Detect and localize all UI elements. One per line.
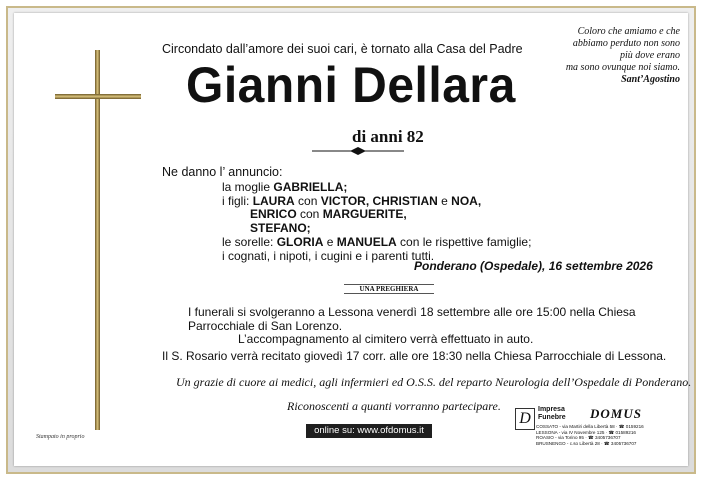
rosary-line: Il S. Rosario verrà recitato giovedì 17 corr. alle ore 18:30 nella Chiesa Parrocchiale di Lessona. xyxy=(162,349,667,363)
relative-text: con xyxy=(296,207,323,221)
logo-title-line-2: Funebre xyxy=(538,414,566,421)
thanks-line: Un grazie di cuore ai medici, agli infermieri ed O.S.S. del reparto Neurologia dell’Ospedale di Ponderano. xyxy=(176,375,692,389)
deceased-name: Gianni Dellara xyxy=(186,57,516,114)
logo-brand: DOMUS xyxy=(590,406,642,421)
logo-address-lines xyxy=(536,424,644,446)
quote-line: ma sono ovunque noi siamo. xyxy=(565,62,680,73)
logo-title xyxy=(538,406,566,422)
relative-text: i figli: xyxy=(222,194,253,208)
logo-address-line: ROASIO - via Torino 95 · ☎ 3405736707 xyxy=(536,435,621,441)
logo-d-icon: D xyxy=(515,408,535,430)
quote-line: abbiamo perduto non sono xyxy=(572,38,680,49)
funeral-line-1: I funerali si svolgeranno a Lessona venerdì 18 settembre alle ore 15:00 nella Chiesa xyxy=(188,305,636,319)
relative-text: e xyxy=(437,194,452,208)
relative-line xyxy=(222,249,434,263)
announcement-label: Ne danno l’ annuncio: xyxy=(162,165,283,179)
relative-name: STEFANO; xyxy=(250,221,311,235)
relative-text: con xyxy=(294,194,321,208)
quote-author: Sant’Agostino xyxy=(621,74,680,85)
cemetery-line: L’accompagnamento al cimitero verrà effettuato in auto. xyxy=(238,332,534,346)
relative-text: e xyxy=(323,235,337,249)
cross-icon xyxy=(50,50,150,430)
quote-lines xyxy=(510,26,680,74)
logo-address-line: COSSATO - via Martiri della Libertà 58 · ☎ 0159216 xyxy=(536,424,644,429)
relative-name: MARGUERITE, xyxy=(322,207,407,221)
relative-line xyxy=(222,180,347,194)
relative-line xyxy=(222,194,481,208)
logo-address-line: LESSONA - via IV Novembre 125 · ☎ 01589216 xyxy=(536,429,636,435)
relative-text: le sorelle: xyxy=(222,235,277,249)
relative-line xyxy=(250,221,311,235)
place-date: Ponderano (Ospedale), 16 settembre 2026 xyxy=(414,259,653,273)
online-banner: online su: www.ofdomus.it xyxy=(306,424,432,438)
relative-text: i cognati, i nipoti, i cugini e i parenti tutti. xyxy=(222,249,435,263)
intro-text: Circondato dall’amore dei suoi cari, è tornato alla Casa del Padre xyxy=(162,42,523,56)
age-text: di anni 82 xyxy=(352,127,424,146)
relative-text: con le rispettive famiglie; xyxy=(396,235,532,249)
funeral-line-2: Parrocchiale di San Lorenzo. xyxy=(188,319,343,333)
relative-name: GLORIA xyxy=(276,235,324,249)
relative-name: GABRIELLA; xyxy=(273,180,348,194)
prayer-label: UNA PREGHIERA xyxy=(344,284,434,294)
relative-name: LAURA xyxy=(252,194,295,208)
relative-name: VICTOR, CHRISTIAN xyxy=(320,194,438,208)
relative-name: NOA, xyxy=(451,194,482,208)
divider-ornament-icon xyxy=(312,146,404,156)
quote-block xyxy=(510,26,680,86)
quote-line: Coloro che amiamo e che xyxy=(577,26,680,37)
relative-line xyxy=(222,235,531,249)
printed-note: Stampato in proprio xyxy=(36,434,85,440)
funeral-home-logo xyxy=(512,404,656,452)
logo-address-line: BRUSNENGO - c.so Libertà 28 · ☎ 3405736707 xyxy=(536,440,637,446)
relative-text: la moglie xyxy=(222,180,274,194)
relative-name: ENRICO xyxy=(250,207,297,221)
quote-line: più dove erano xyxy=(620,50,680,61)
relative-line xyxy=(250,207,407,221)
logo-title-line-1: Impresa xyxy=(538,406,565,413)
grateful-line: Riconoscenti a quanti vorranno partecipare. xyxy=(287,399,501,413)
relative-name: MANUELA xyxy=(336,235,397,249)
